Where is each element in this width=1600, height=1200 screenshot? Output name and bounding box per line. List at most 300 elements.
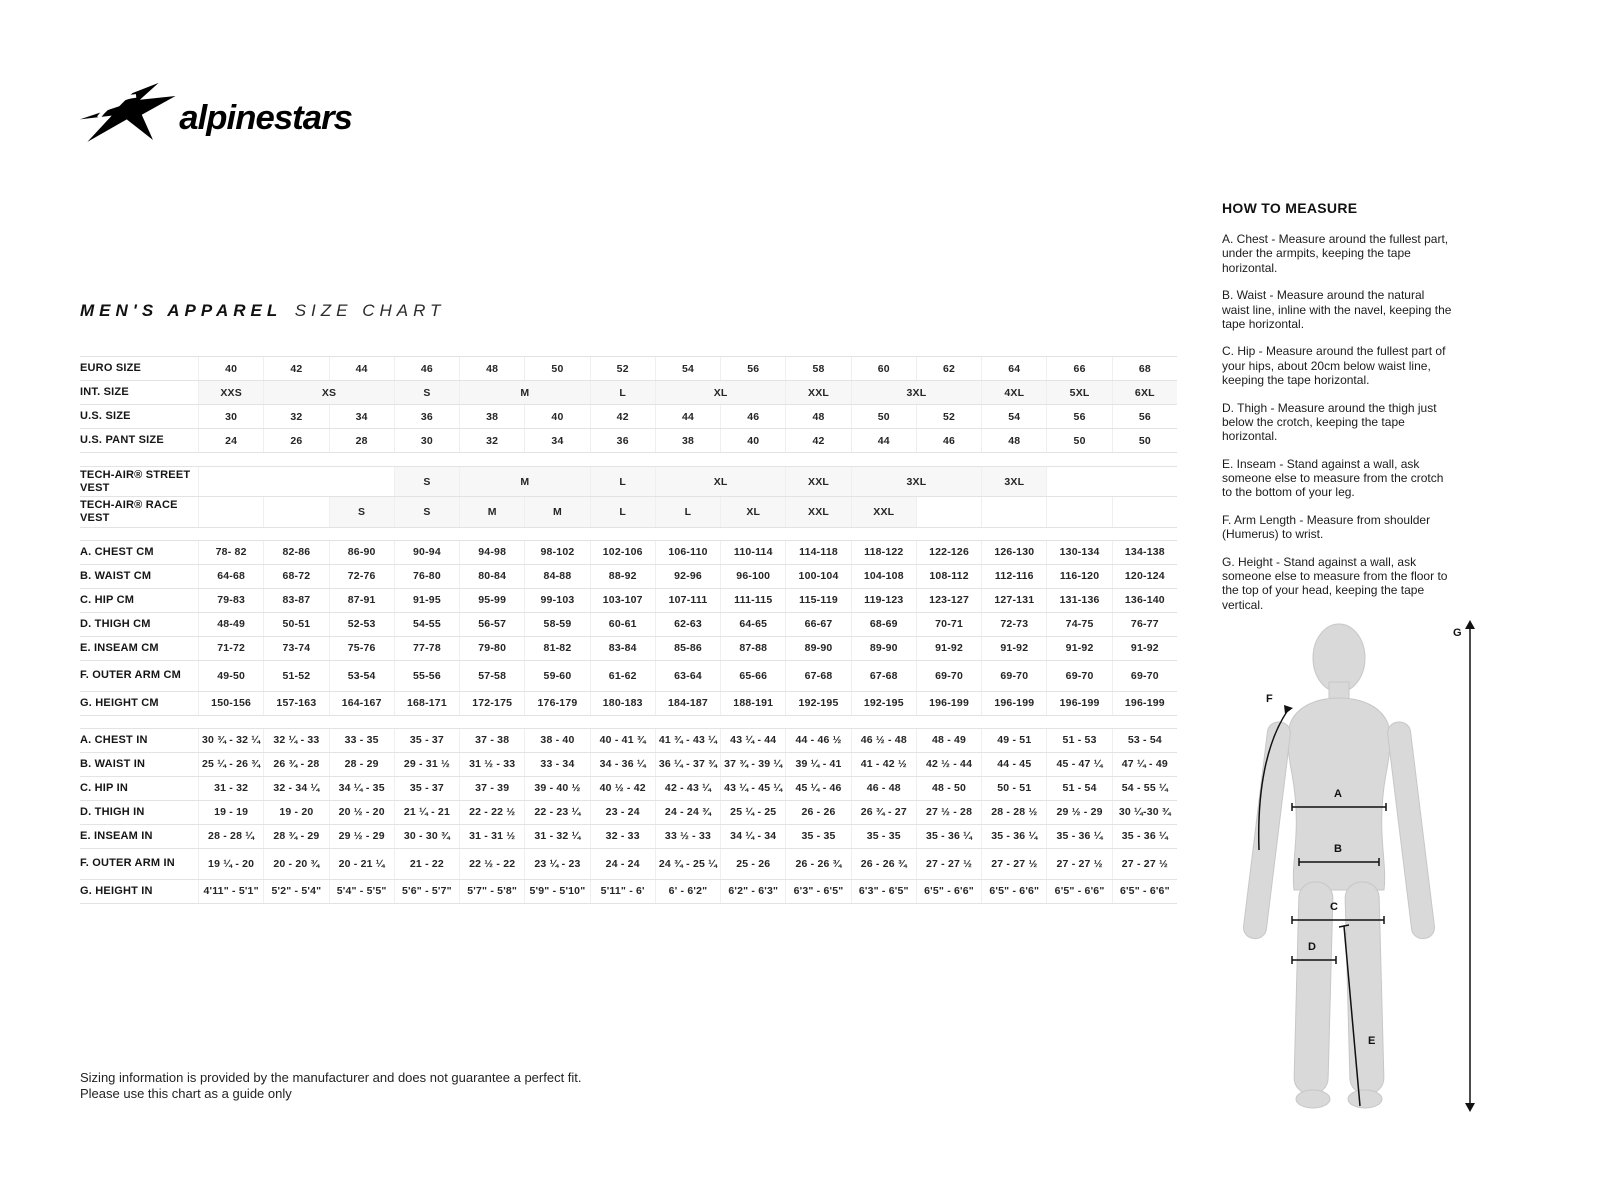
footer-note [80,1070,582,1103]
table-row [80,879,1177,903]
size-cell: 35 - 36 ¼ [981,825,1046,848]
size-cell: 53-54 [329,661,394,691]
size-cell: 6'5" - 6'6" [916,880,981,903]
size-cell: 4'11" - 5'1" [198,880,263,903]
size-cell: 24 - 24 ¾ [655,801,720,824]
size-cell: 24 - 24 [590,849,655,879]
size-cell [263,497,328,526]
size-cell: 44 [329,357,394,380]
size-cell: 72-73 [981,613,1046,636]
row-label: C. HIP IN [80,781,129,794]
size-cell: 30 ¼-30 ¾ [1112,801,1177,824]
size-cell: 56 [1046,405,1111,428]
row-label: EURO SIZE [80,362,142,375]
size-cell: 108-112 [916,565,981,588]
size-cell: 35 - 36 ¼ [1112,825,1177,848]
table-row [80,380,1177,404]
size-cell: XXL [785,497,850,526]
size-cell: L [590,381,655,404]
size-cell: 42 [785,429,850,452]
size-cell: 36 ¼ - 37 ¾ [655,753,720,776]
page-title-primary: MEN'S APPAREL [80,301,283,320]
size-cell: 30 [394,429,459,452]
size-cell: 52-53 [329,613,394,636]
size-cell: 56-57 [459,613,524,636]
size-cell: 100-104 [785,565,850,588]
size-cell [1046,497,1111,526]
size-cell: 5'7" - 5'8" [459,880,524,903]
size-cell: 48 [785,405,850,428]
table-row [80,660,1177,691]
size-cell: 52 [590,357,655,380]
size-cell: 35 - 36 ¼ [916,825,981,848]
size-cell: 196-199 [916,692,981,715]
size-cell: 41 - 42 ½ [851,753,916,776]
size-cell: 80-84 [459,565,524,588]
size-cell: L [655,497,720,526]
table-row [80,752,1177,776]
size-cell: 58-59 [524,613,589,636]
size-cell: 51 - 54 [1046,777,1111,800]
size-cell: XS [263,381,394,404]
measurement-figure [1242,612,1492,1112]
size-cell: 28 ¾ - 29 [263,825,328,848]
size-cell: 34 ¼ - 35 [329,777,394,800]
size-cell: 4XL [981,381,1046,404]
size-cell: 29 ½ - 29 [329,825,394,848]
size-cell: 122-126 [916,541,981,564]
size-cell: 26 [263,429,328,452]
size-cell: 110-114 [720,541,785,564]
size-cell: 168-171 [394,692,459,715]
size-cell: 34 ¼ - 34 [720,825,785,848]
size-cell: 134-138 [1112,541,1177,564]
size-cell: 53 - 54 [1112,729,1177,752]
row-label: D. THIGH CM [80,617,151,630]
size-cell: 25 ¼ - 26 ¾ [198,753,263,776]
size-cell: 31 ½ - 33 [459,753,524,776]
size-cell: 56 [720,357,785,380]
measure-item-hip: C. Hip - Measure around the fullest part of your hips, about 20cm below waist line, keeping the tape horizontal. [1222,344,1446,388]
row-label: E. INSEAM IN [80,829,153,842]
size-cell: 192-195 [851,692,916,715]
size-cell: 23 ¼ - 23 [524,849,589,879]
size-cell: 102-106 [590,541,655,564]
size-cell: 38 [655,429,720,452]
size-cell: 21 - 22 [394,849,459,879]
measure-item-thigh: D. Thigh - Measure around the thigh just below the crotch, keeping the tape horizontal. [1222,400,1437,444]
table-row [80,776,1177,800]
size-cell: 76-80 [394,565,459,588]
row-label: B. WAIST IN [80,757,146,770]
size-cell: 26 - 26 ¾ [851,849,916,879]
size-cell: 90-94 [394,541,459,564]
size-cell: 73-74 [263,637,328,660]
table-row [80,540,1177,564]
row-label: C. HIP CM [80,593,135,606]
table-row [80,691,1177,715]
size-cell: 46 ½ - 48 [851,729,916,752]
footer-line-1: Sizing information is provided by the manufacturer and does not guarantee a perfect fit. [80,1070,582,1085]
size-cell: XXL [785,381,850,404]
size-cell: 34 - 36 ¼ [590,753,655,776]
size-cell: 37 - 39 [459,777,524,800]
table-section-gap [80,527,1177,540]
table-row [80,848,1177,879]
figure-label-hip: C [1330,901,1338,913]
table-section-gap [80,452,1177,466]
size-cell: 63-64 [655,661,720,691]
size-cell: 164-167 [329,692,394,715]
size-cell: 31 - 32 ¼ [524,825,589,848]
figure-label-waist: B [1334,843,1342,855]
table-row [80,588,1177,612]
measure-item-chest: A. Chest - Measure around the fullest part, under the armpits, keeping the tape horizontal. [1222,232,1449,275]
row-label: D. THIGH IN [80,805,145,818]
size-cell: 192-195 [785,692,850,715]
size-cell: 54 [655,357,720,380]
row-label: A. CHEST CM [80,545,154,558]
size-cell: 119-123 [851,589,916,612]
size-cell: 6'3" - 6'5" [851,880,916,903]
size-cell: 22 ½ - 22 [459,849,524,879]
size-cell: 5'11" - 6' [590,880,655,903]
size-cell: XL [720,497,785,526]
size-cell [198,467,394,496]
size-cell: 52 [916,405,981,428]
size-cell: 40 ½ - 42 [590,777,655,800]
size-cell [981,497,1046,526]
size-cell: 19 - 20 [263,801,328,824]
size-cell: 35 - 35 [851,825,916,848]
figure-label-arm: F [1266,693,1273,705]
size-cell: 42 ½ - 44 [916,753,981,776]
size-cell: XL [655,467,786,496]
size-cell: 123-127 [916,589,981,612]
size-cell: 57-58 [459,661,524,691]
size-cell: 188-191 [720,692,785,715]
size-cell: 40 - 41 ¾ [590,729,655,752]
size-cell: 157-163 [263,692,328,715]
table-row [80,496,1177,526]
size-cell: 27 - 27 ½ [1046,849,1111,879]
table-row [80,466,1177,496]
size-cell: 65-66 [720,661,785,691]
size-cell: 83-84 [590,637,655,660]
size-cell: 5XL [1046,381,1111,404]
size-cell: 91-92 [1112,637,1177,660]
size-cell: L [590,467,655,496]
size-cell: 35 - 37 [394,777,459,800]
size-cell: 20 - 21 ¼ [329,849,394,879]
size-cell: 5'9" - 5'10" [524,880,589,903]
size-cell: 89-90 [785,637,850,660]
figure-label-height: G [1453,627,1462,639]
size-cell: 26 ¾ - 28 [263,753,328,776]
size-cell: 32 [263,405,328,428]
size-cell: 26 - 26 ¾ [785,849,850,879]
alpinestars-logo [78,80,378,152]
size-cell: 94-98 [459,541,524,564]
size-cell: 51 - 53 [1046,729,1111,752]
size-cell: 6'2" - 6'3" [720,880,785,903]
size-cell: 107-111 [655,589,720,612]
size-cell: 103-107 [590,589,655,612]
size-cell: 95-99 [459,589,524,612]
size-cell: 28 - 28 ¼ [198,825,263,848]
size-cell: XXL [785,467,850,496]
size-cell [1046,467,1177,496]
size-cell: 20 ½ - 20 [329,801,394,824]
size-cell: 61-62 [590,661,655,691]
size-cell: 41 ¾ - 43 ¼ [655,729,720,752]
size-cell: 38 - 40 [524,729,589,752]
size-cell: 87-91 [329,589,394,612]
size-cell: 48 [981,429,1046,452]
row-label: INT. SIZE [80,386,129,399]
table-row [80,612,1177,636]
figure-label-chest: A [1334,788,1342,800]
size-cell: 34 [329,405,394,428]
size-cell: 38 [459,405,524,428]
size-cell: 84-88 [524,565,589,588]
size-cell: 39 - 40 ½ [524,777,589,800]
size-cell: 26 - 26 [785,801,850,824]
how-to-measure [1222,200,1454,625]
size-cell: 19 - 19 [198,801,263,824]
size-cell: 48 - 49 [916,729,981,752]
size-cell: 6' - 6'2" [655,880,720,903]
measure-item-inseam: E. Inseam - Stand against a wall, ask someone else to measure from the crotch to the bottom of your leg. [1222,456,1444,500]
size-cell: 40 [720,429,785,452]
size-cell: 126-130 [981,541,1046,564]
size-cell: 44 [851,429,916,452]
size-cell [198,497,263,526]
size-cell: XXS [198,381,263,404]
size-cell: 40 [198,357,263,380]
size-cell: S [394,467,459,496]
size-cell: 29 - 31 ½ [394,753,459,776]
size-cell: 30 ¾ - 32 ¼ [198,729,263,752]
size-cell: 86-90 [329,541,394,564]
size-cell: 91-92 [1046,637,1111,660]
size-cell: 25 - 26 [720,849,785,879]
size-cell: S [394,497,459,526]
page-title-secondary: SIZE CHART [294,301,446,320]
table-row [80,356,1177,380]
size-cell: 104-108 [851,565,916,588]
size-cell: 54 - 55 ¼ [1112,777,1177,800]
size-cell: 67-68 [851,661,916,691]
size-cell: 45 - 47 ¼ [1046,753,1111,776]
size-cell [1112,497,1177,526]
size-cell: 43 ¼ - 45 ¼ [720,777,785,800]
size-cell: 6'3" - 6'5" [785,880,850,903]
size-cell: 20 - 20 ¾ [263,849,328,879]
size-cell [916,497,981,526]
size-cell: 88-92 [590,565,655,588]
size-cell: 69-70 [1112,661,1177,691]
size-cell: 115-119 [785,589,850,612]
logo-wordmark: alpinestars [179,98,353,137]
size-cell: 3XL [851,381,982,404]
size-cell: 5'6" - 5'7" [394,880,459,903]
size-cell: 35 - 36 ¼ [1046,825,1111,848]
size-cell: 19 ¼ - 20 [198,849,263,879]
size-cell: 6'5" - 6'6" [981,880,1046,903]
size-cell: 6'5" - 6'6" [1046,880,1111,903]
size-cell: 48 - 50 [916,777,981,800]
size-cell: 99-103 [524,589,589,612]
size-cell: 118-122 [851,541,916,564]
row-label: A. CHEST IN [80,733,148,746]
size-cell: 196-199 [981,692,1046,715]
size-cell: 114-118 [785,541,850,564]
size-cell: 96-100 [720,565,785,588]
size-cell: 64-68 [198,565,263,588]
size-cell: M [459,381,590,404]
size-cell: 42 - 43 ¼ [655,777,720,800]
size-cell: 51-52 [263,661,328,691]
size-cell: 58 [785,357,850,380]
size-cell: 28 [329,429,394,452]
size-cell: 39 ¼ - 41 [785,753,850,776]
size-cell: 5'4" - 5'5" [329,880,394,903]
size-cell: 72-76 [329,565,394,588]
row-label: G. HEIGHT CM [80,696,159,709]
size-cell: 50 [1112,429,1177,452]
size-cell: 69-70 [916,661,981,691]
size-cell: 32 - 34 ¼ [263,777,328,800]
size-cell: XL [655,381,786,404]
size-cell: 67-68 [785,661,850,691]
size-cell: 196-199 [1046,692,1111,715]
table-row [80,404,1177,428]
size-cell: 26 ¾ - 27 [851,801,916,824]
size-cell: 79-83 [198,589,263,612]
size-cell: XXL [851,497,916,526]
size-cell: M [459,467,590,496]
row-label: U.S. SIZE [80,410,131,423]
size-cell: 36 [394,405,459,428]
size-cell: 33 - 34 [524,753,589,776]
row-label: F. OUTER ARM IN [80,857,175,870]
size-cell: 112-116 [981,565,1046,588]
size-cell: 35 - 35 [785,825,850,848]
size-cell: 30 [198,405,263,428]
size-cell: 42 [590,405,655,428]
size-cell: 70-71 [916,613,981,636]
size-cell: 49-50 [198,661,263,691]
size-cell: 79-80 [459,637,524,660]
size-cell: 91-92 [981,637,1046,660]
row-label: TECH-AIR® STREET VEST [80,469,191,494]
size-cell: 27 - 27 ½ [1112,849,1177,879]
size-cell: 87-88 [720,637,785,660]
size-cell: 3XL [851,467,982,496]
size-cell: 21 ¼ - 21 [394,801,459,824]
row-label: F. OUTER ARM CM [80,669,181,682]
table-section-gap [80,715,1177,728]
size-cell: 62-63 [655,613,720,636]
size-cell: 40 [524,405,589,428]
how-to-measure-title: HOW TO MEASURE [1222,200,1358,216]
size-cell: 50-51 [263,613,328,636]
size-cell: 35 - 37 [394,729,459,752]
size-cell: 25 ¼ - 25 [720,801,785,824]
size-cell: 91-92 [916,637,981,660]
size-cell: 60 [851,357,916,380]
size-cell: 196-199 [1112,692,1177,715]
size-cell: 54-55 [394,613,459,636]
size-cell: 5'2" - 5'4" [263,880,328,903]
size-cell: 64 [981,357,1046,380]
alpinestars-star-icon [78,80,378,149]
size-cell: 29 ½ - 29 [1046,801,1111,824]
size-cell: 91-95 [394,589,459,612]
size-cell: 85-86 [655,637,720,660]
size-cell: 48 [459,357,524,380]
size-cell: M [524,497,589,526]
size-cell: 28 - 28 ½ [981,801,1046,824]
size-cell: 42 [263,357,328,380]
size-cell: 116-120 [1046,565,1111,588]
size-cell: 78- 82 [198,541,263,564]
size-cell: 75-76 [329,637,394,660]
page-title [80,301,445,321]
footer-line-2: Please use this chart as a guide only [80,1086,292,1102]
size-cell: 46 [720,405,785,428]
size-cell: 46 - 48 [851,777,916,800]
size-cell: 56 [1112,405,1177,428]
table-row [80,564,1177,588]
row-label: B. WAIST CM [80,569,152,582]
size-cell: 172-175 [459,692,524,715]
size-cell: 32 - 33 [590,825,655,848]
size-cell: 69-70 [1046,661,1111,691]
measure-item-height: G. Height - Stand against a wall, ask someone else to measure from the floor to the top of your head, keeping the tape vertical. [1222,554,1448,612]
size-cell: 24 ¾ - 25 ¼ [655,849,720,879]
size-cell: 50 [524,357,589,380]
size-cell: 62 [916,357,981,380]
size-cell: 31 - 32 [198,777,263,800]
size-cell: 64-65 [720,613,785,636]
size-cell: 37 ¾ - 39 ¼ [720,753,785,776]
figure-label-inseam: E [1368,1035,1376,1047]
size-cell: 50 - 51 [981,777,1046,800]
size-cell: 69-70 [981,661,1046,691]
size-cell: 68-72 [263,565,328,588]
size-cell: 34 [524,429,589,452]
size-cell: 68-69 [851,613,916,636]
size-cell: 68 [1112,357,1177,380]
size-cell: 50 [851,405,916,428]
size-cell: 55-56 [394,661,459,691]
size-cell: 83-87 [263,589,328,612]
size-cell: 47 ¼ - 49 [1112,753,1177,776]
size-cell: 37 - 38 [459,729,524,752]
figure-label-thigh: D [1308,941,1316,953]
size-cell: 45 ¼ - 46 [785,777,850,800]
size-cell: 50 [1046,429,1111,452]
size-cell: 23 - 24 [590,801,655,824]
size-cell: 111-115 [720,589,785,612]
size-cell: 176-179 [524,692,589,715]
size-cell: 3XL [981,467,1046,496]
size-cell: 27 - 27 ½ [916,849,981,879]
size-cell: 36 [590,429,655,452]
size-cell: 81-82 [524,637,589,660]
